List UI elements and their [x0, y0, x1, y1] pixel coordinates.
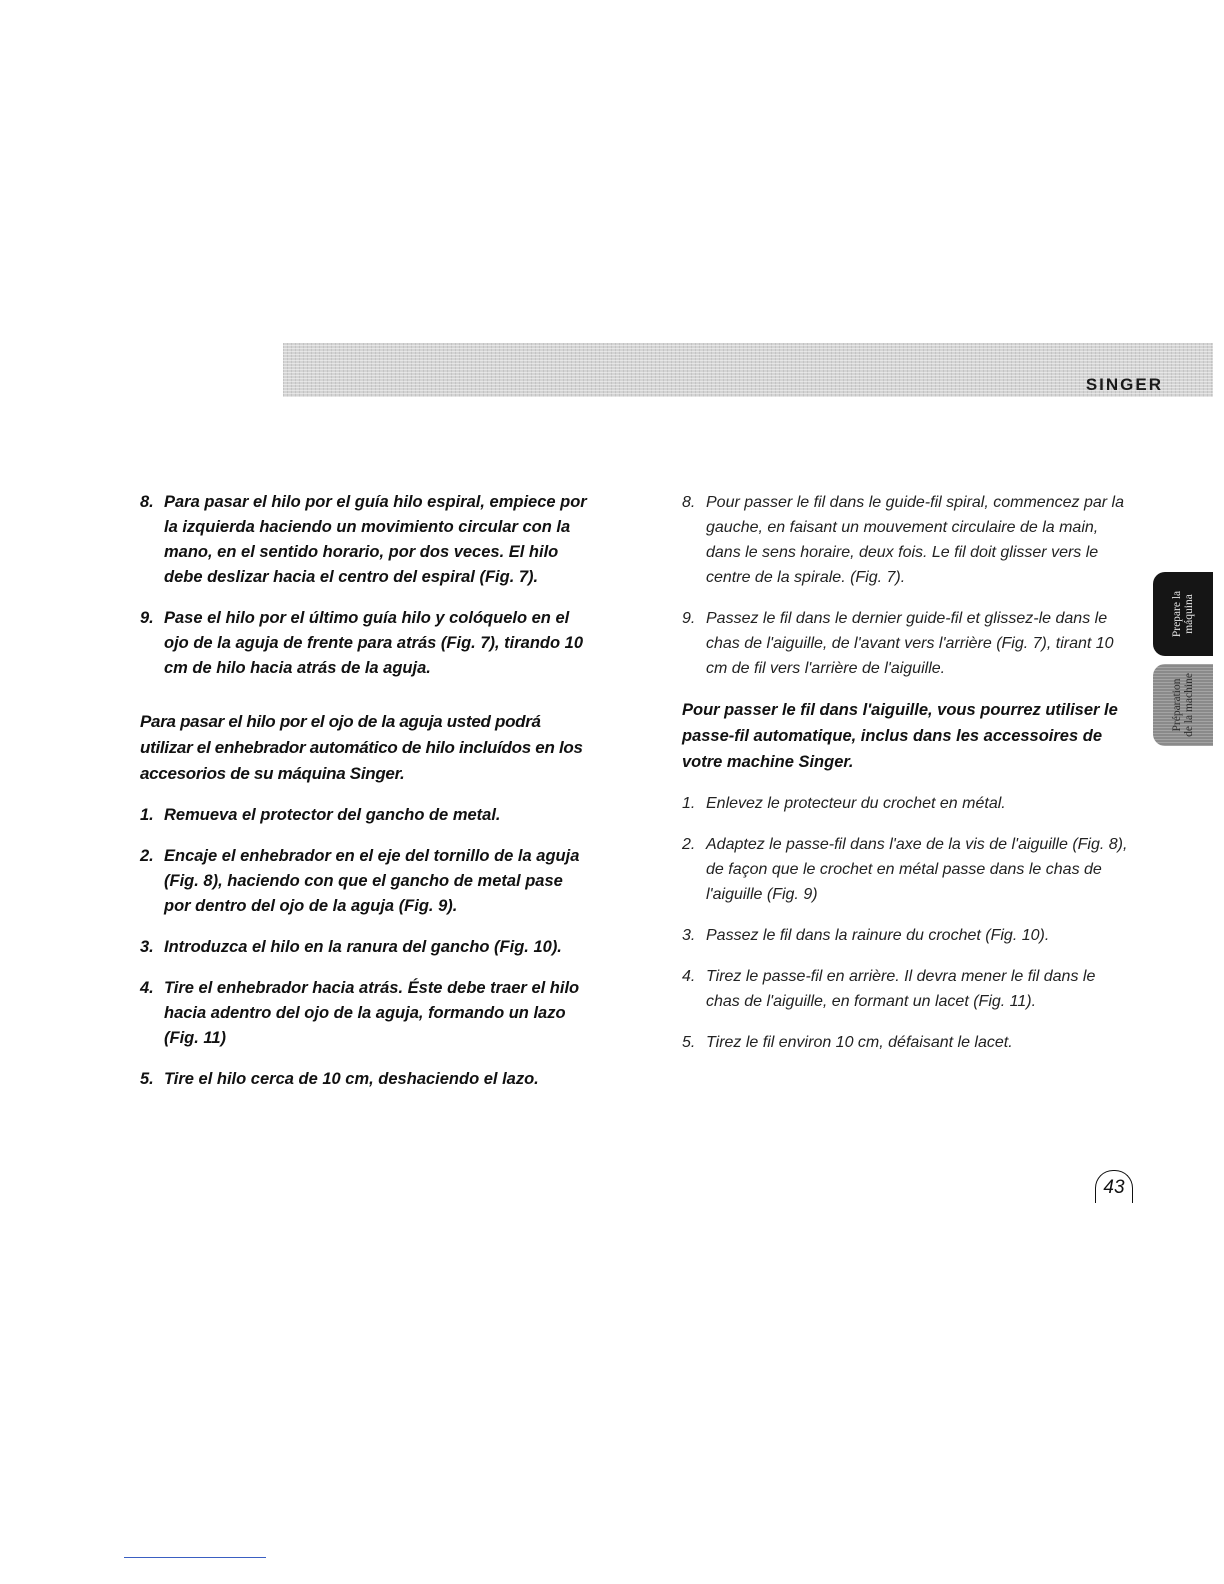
step-text: Para pasar el hilo por el guía hilo espiral, empiece por la izquierda haciendo un movimiento circular con la mano, en el sentido horario, por dos veces. El hilo debe deslizar hacia el centro del espiral (Fig. 7).: [164, 493, 587, 586]
tab-preparation-machine[interactable]: [1153, 664, 1213, 746]
list-item: [682, 1030, 1130, 1055]
list-item: [682, 490, 1130, 590]
page-number: 43: [1095, 1170, 1133, 1203]
french-column: [682, 490, 1130, 1071]
step-number: 5.: [682, 1034, 696, 1051]
step-number: 9.: [140, 609, 154, 627]
step-number: 1.: [682, 795, 696, 812]
tab-label-line: máquina: [1183, 594, 1195, 634]
list-item: [140, 490, 588, 590]
list-item: [682, 606, 1130, 681]
list-item: [140, 976, 588, 1051]
step-number: 2.: [682, 836, 696, 853]
tab-label-line: Prepare la: [1171, 590, 1183, 638]
step-number: 3.: [140, 938, 154, 956]
step-text: Encaje el enhebrador en el eje del tornillo de la aguja (Fig. 8), haciendo con que el gancho de metal pase por dentro del ojo de la aguja (Fig. 9).: [164, 847, 580, 915]
step-number: 9.: [682, 610, 696, 627]
step-text: Adaptez le passe-fil dans l'axe de la vis de l'aiguille (Fig. 8), de façon que le crochet en métal passe dans le chas de l'aiguille (Fig. 9): [706, 836, 1128, 903]
step-number: 4.: [682, 968, 696, 985]
step-number: 2.: [140, 847, 154, 865]
step-number: 1.: [140, 806, 154, 824]
list-item: [682, 832, 1130, 907]
step-text: Tirez le passe-fil en arrière. Il devra mener le fil dans le chas de l'aiguille, en formant un lacet (Fig. 11).: [706, 968, 1096, 1010]
threader-note: Para pasar el hilo por el ojo de la aguja usted podrá utilizar el enhebrador automático de hilo incluídos en los accesorios de su máquina Singer.: [140, 712, 583, 783]
step-number: 8.: [682, 494, 696, 511]
list-item: [140, 803, 588, 828]
tab-label-line: Préparation: [1171, 678, 1183, 732]
footer-divider: [124, 1557, 266, 1558]
tab-label: [1171, 591, 1195, 637]
list-item: [682, 923, 1130, 948]
header-band: [283, 343, 1213, 397]
list-item: [140, 935, 588, 960]
step-number: 5.: [140, 1070, 154, 1088]
tab-label-line: de la machine: [1183, 673, 1195, 737]
step-text: Introduzca el hilo en la ranura del gancho (Fig. 10).: [164, 938, 562, 956]
step-number: 8.: [140, 493, 154, 511]
brand-logo: SINGER: [1085, 375, 1163, 394]
step-text: Remueva el protector del gancho de metal.: [164, 806, 501, 824]
step-text: Passez le fil dans le dernier guide-fil et glissez-le dans le chas de l'aiguille, de l'avant vers l'arrière (Fig. 7), tirant 10 cm de fil vers l'arrière de l'aiguille.: [706, 610, 1114, 677]
spanish-column: [140, 490, 588, 1108]
list-item: [140, 844, 588, 919]
step-number: 4.: [140, 979, 154, 997]
threader-note: Pour passer le fil dans l'aiguille, vous pourrez utiliser le passe-fil automatique, inclus dans les accessoires de votre machine Singer.: [682, 701, 1118, 771]
list-item: [682, 791, 1130, 816]
list-item: [682, 964, 1130, 1014]
tab-prepare-machine[interactable]: [1153, 572, 1213, 656]
step-number: 3.: [682, 927, 696, 944]
step-text: Tire el enhebrador hacia atrás. Éste debe traer el hilo hacia adentro del ojo de la aguja, formando un lazo (Fig. 11): [164, 979, 580, 1047]
step-text: Tire el hilo cerca de 10 cm, deshaciendo el lazo.: [164, 1070, 539, 1088]
tab-label: [1171, 673, 1195, 737]
step-text: Enlevez le protecteur du crochet en métal.: [706, 795, 1006, 812]
list-item: [140, 606, 588, 681]
step-text: Passez le fil dans la rainure du crochet (Fig. 10).: [706, 927, 1050, 944]
step-text: Pase el hilo por el último guía hilo y colóquelo en el ojo de la aguja de frente para atrás (Fig. 7), tirando 10 cm de hilo hacia atrás de la aguja.: [164, 609, 584, 677]
list-item: [140, 1067, 588, 1092]
step-text: Pour passer le fil dans le guide-fil spiral, commencez par la gauche, en faisant un mouvement circulaire de la main, dans le sens horaire, deux fois. Le fil doit glisser vers le centre de la spirale. (Fig. 7).: [706, 494, 1124, 586]
step-text: Tirez le fil environ 10 cm, défaisant le lacet.: [706, 1034, 1013, 1051]
